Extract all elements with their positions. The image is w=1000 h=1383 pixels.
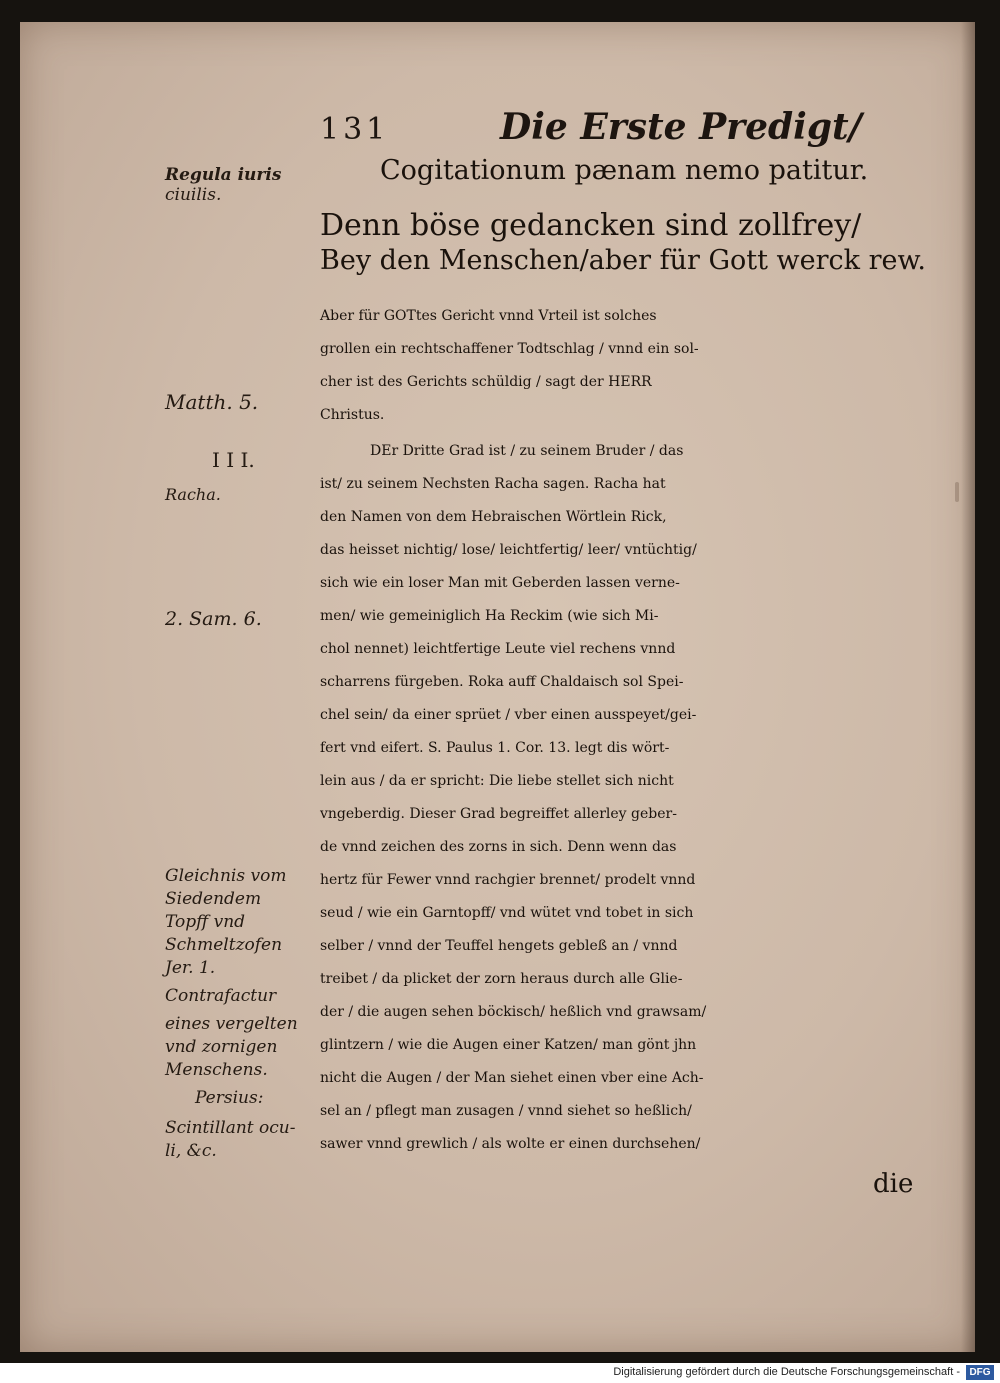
body-line: hertz für Fewer vnnd rachgier brennet/ prodelt vnnd bbox=[320, 872, 696, 888]
body-line: chel sein/ da einer sprüet / vber einen ausspeyet/gei- bbox=[320, 707, 697, 723]
margin-note: Contrafactur bbox=[165, 986, 277, 1006]
body-line: DEr Dritte Grad ist / zu seinem Bruder / das bbox=[370, 443, 684, 459]
page-edge-shadow bbox=[961, 22, 975, 1352]
body-line: lein aus / da er spricht: Die liebe stellet sich nicht bbox=[320, 773, 674, 789]
ink-smudge bbox=[955, 482, 959, 502]
body-line: der / die augen sehen böckisch/ heßlich vnd grawsam/ bbox=[320, 1004, 707, 1020]
body-line: fert vnd eifert. S. Paulus 1. Cor. 13. legt dis wört- bbox=[320, 740, 670, 756]
body-line: das heisset nichtig/ lose/ leichtfertig/ leer/ vntüchtig/ bbox=[320, 542, 697, 558]
margin-note: Menschens. bbox=[165, 1060, 268, 1080]
margin-note: 2. Sam. 6. bbox=[165, 608, 262, 630]
body-line: scharrens fürgeben. Roka auff Chaldaisch sol Spei- bbox=[320, 674, 684, 690]
footer-bar bbox=[0, 1363, 1000, 1383]
verse-line: Bey den Menschen/aber für Gott werck rew. bbox=[320, 245, 926, 276]
body-line: sich wie ein loser Man mit Geberden lassen verne- bbox=[320, 575, 680, 591]
body-line: den Namen von dem Hebraischen Wörtlein Rick, bbox=[320, 509, 667, 525]
body-line: selber / vnnd der Teuffel hengets gebleß an / vnnd bbox=[320, 938, 678, 954]
margin-note: Racha. bbox=[165, 485, 221, 504]
body-line: nicht die Augen / der Man siehet einen vber eine Ach- bbox=[320, 1070, 704, 1086]
body-line: sel an / pflegt man zusagen / vnnd siehet so heßlich/ bbox=[320, 1103, 692, 1119]
body-line: cher ist des Gerichts schüldig / sagt der HERR bbox=[320, 374, 652, 390]
margin-note: Scintillant ocu- bbox=[165, 1118, 296, 1138]
body-line: men/ wie gemeiniglich Ha Reckim (wie sich Mi- bbox=[320, 608, 659, 624]
margin-note: eines vergelten bbox=[165, 1014, 298, 1034]
margin-note: Topff vnd bbox=[165, 912, 246, 932]
page-number: 131 bbox=[320, 112, 390, 147]
body-line: vngeberdig. Dieser Grad begreiffet allerley geber- bbox=[320, 806, 677, 822]
margin-note: Jer. 1. bbox=[165, 958, 216, 978]
margin-note: li, &c. bbox=[165, 1141, 217, 1161]
body-line: de vnnd zeichen des zorns in sich. Denn wenn das bbox=[320, 839, 677, 855]
funding-credit: Digitalisierung gefördert durch die Deutsche Forschungsgemeinschaft - bbox=[613, 1366, 960, 1378]
page-header bbox=[320, 108, 920, 158]
body-line: grollen ein rechtschaffener Todtschlag / vnnd ein sol- bbox=[320, 341, 699, 357]
running-title: Die Erste Predigt/ bbox=[500, 106, 862, 148]
body-line: treibet / da plicket der zorn heraus durch alle Glie- bbox=[320, 971, 683, 987]
margin-note: Gleichnis vom bbox=[165, 866, 287, 886]
body-line: ist/ zu seinem Nechsten Racha sagen. Racha hat bbox=[320, 476, 666, 492]
margin-note: Matth. 5. bbox=[165, 390, 259, 414]
body-line: glintzern / wie die Augen einer Katzen/ man gönt jhn bbox=[320, 1037, 697, 1053]
margin-note: ciuilis. bbox=[165, 185, 222, 205]
body-line: Christus. bbox=[320, 407, 385, 423]
margin-note: Siedendem bbox=[165, 889, 262, 909]
catchword: die bbox=[873, 1169, 914, 1199]
margin-note: Schmeltzofen bbox=[165, 935, 283, 955]
body-line: seud / wie ein Garntopff/ vnd wütet vnd tobet in sich bbox=[320, 905, 694, 921]
body-line: chol nennet) leichtfertige Leute viel rechens vnnd bbox=[320, 641, 676, 657]
body-line: Aber für GOTtes Gericht vnnd Vrteil ist solches bbox=[320, 308, 657, 324]
latin-quote: Cogitationum pænam nemo patitur. bbox=[380, 155, 869, 186]
margin-note: Regula iuris bbox=[165, 165, 282, 185]
body-line: sawer vnnd grewlich / als wolte er einen durchsehen/ bbox=[320, 1136, 701, 1152]
dfg-logo-icon: DFG bbox=[966, 1365, 994, 1380]
verse-line: Denn böse gedancken sind zollfrey/ bbox=[320, 208, 862, 243]
margin-note: vnd zornigen bbox=[165, 1037, 278, 1057]
margin-note: I I I. bbox=[212, 448, 255, 472]
margin-note: Persius: bbox=[195, 1088, 264, 1108]
